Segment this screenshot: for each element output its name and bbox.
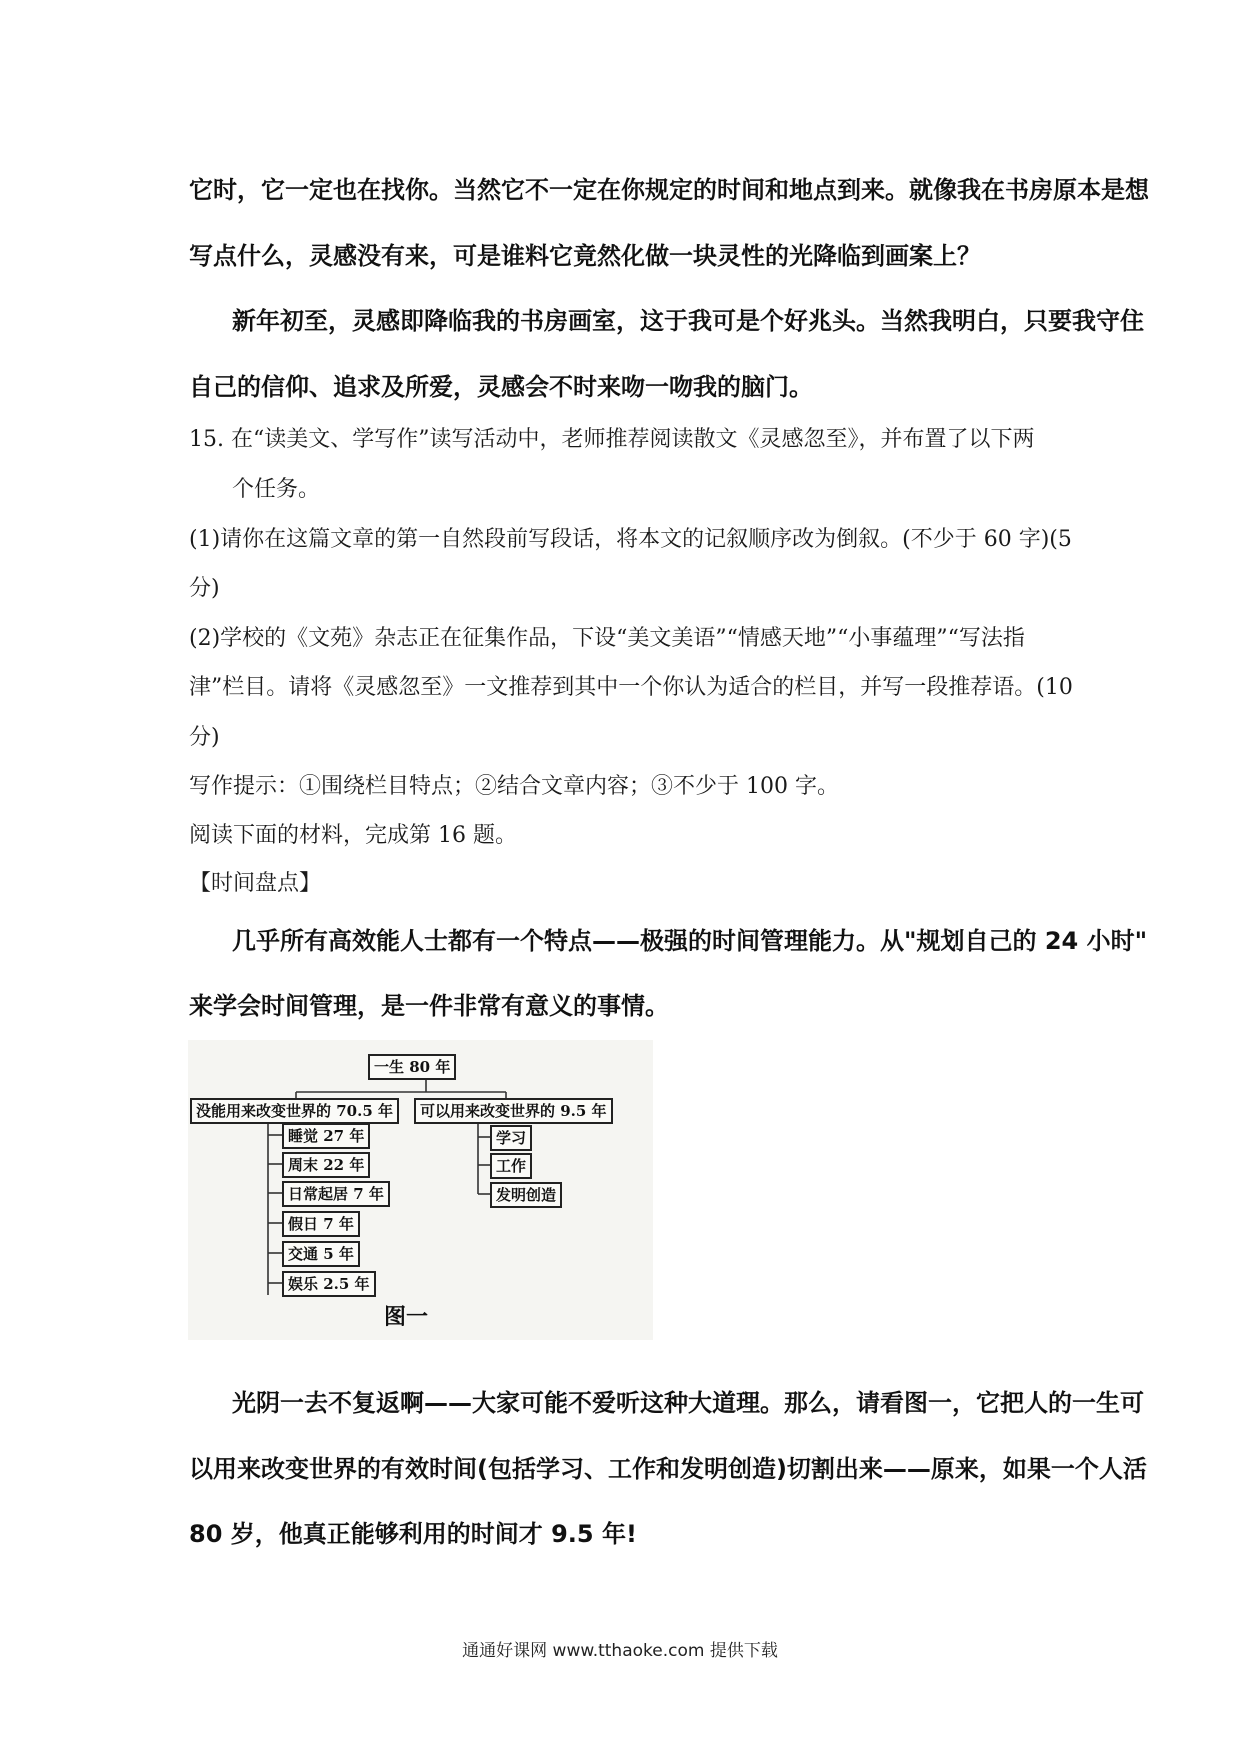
task-1-line-1: (1)请你在这篇文章的第一自然段前写段话，将本文的记叙顺序改为倒叙。(不少于 60 字)(5 <box>189 527 1072 552</box>
tree-left-item: 日常起居 7 年 <box>282 1181 390 1207</box>
material-2-line-2: 以用来改变世界的有效时间(包括学习、工作和发明创造)切割出来——原来，如果一个人活 <box>189 1455 1147 1483</box>
task-2-line-2: 津”栏目。请将《灵感忽至》一文推荐到其中一个你认为适合的栏目，并写一段推荐语。(10 <box>189 675 1073 700</box>
tree-right-branch: 可以用来改变世界的 9.5 年 <box>414 1098 613 1124</box>
material-1-line-1: 几乎所有高效能人士都有一个特点——极强的时间管理能力。从"规划自己的 24 小时" <box>232 927 1148 955</box>
tree-right-item: 工作 <box>490 1153 532 1179</box>
figure-1-tree-diagram <box>188 1040 653 1340</box>
task-1-line-2: 分) <box>189 576 220 601</box>
page-footer: 通通好课网 www.tthaoke.com 提供下载 <box>462 1641 778 1661</box>
task-2-line-3: 分) <box>189 725 220 750</box>
material-2-line-1: 光阴一去不复返啊——大家可能不爱听这种大道理。那么，请看图一，它把人的一生可 <box>232 1389 1144 1417</box>
material-2-line-3: 80 岁，他真正能够利用的时间才 9.5 年! <box>189 1520 637 1548</box>
tree-left-item: 娱乐 2.5 年 <box>282 1271 376 1297</box>
tree-left-item: 假日 7 年 <box>282 1211 360 1237</box>
question-15-line-1: 15. 在“读美文、学写作”读写活动中，老师推荐阅读散文《灵感忽至》，并布置了以下两 <box>189 427 1035 452</box>
writing-hint: 写作提示：①围绕栏目特点；②结合文章内容；③不少于 100 字。 <box>189 774 839 799</box>
section-title: 【时间盘点】 <box>189 871 322 896</box>
task-2-line-1: (2)学校的《文苑》杂志正在征集作品，下设“美文美语”“情感天地”“小事蕴理”“写法指 <box>189 626 1025 651</box>
tree-left-item: 交通 5 年 <box>282 1241 360 1267</box>
tree-root-node: 一生 80 年 <box>368 1054 456 1080</box>
paragraph-2-line-2: 自己的信仰、追求及所爱，灵感会不时来吻一吻我的脑门。 <box>189 373 813 401</box>
tree-right-item: 学习 <box>490 1125 532 1151</box>
tree-connectors <box>188 1040 653 1340</box>
tree-right-item: 发明创造 <box>490 1182 562 1208</box>
question-15-line-2: 个任务。 <box>232 477 321 502</box>
material-1-line-2: 来学会时间管理，是一件非常有意义的事情。 <box>189 992 669 1020</box>
tree-left-branch: 没能用来改变世界的 70.5 年 <box>190 1098 399 1124</box>
tree-left-item: 睡觉 27 年 <box>282 1123 370 1149</box>
paragraph-1-line-2: 写点什么，灵感没有来，可是谁料它竟然化做一块灵性的光降临到画案上？ <box>189 242 981 270</box>
question-16-intro: 阅读下面的材料，完成第 16 题。 <box>189 823 517 848</box>
paragraph-1-line-1: 它时，它一定也在找你。当然它不一定在你规定的时间和地点到来。就像我在书房原本是想 <box>189 176 1149 204</box>
tree-left-item: 周末 22 年 <box>282 1152 370 1178</box>
paragraph-2-line-1: 新年初至，灵感即降临我的书房画室，这于我可是个好兆头。当然我明白，只要我守住 <box>232 307 1144 335</box>
figure-caption: 图一 <box>384 1304 429 1330</box>
